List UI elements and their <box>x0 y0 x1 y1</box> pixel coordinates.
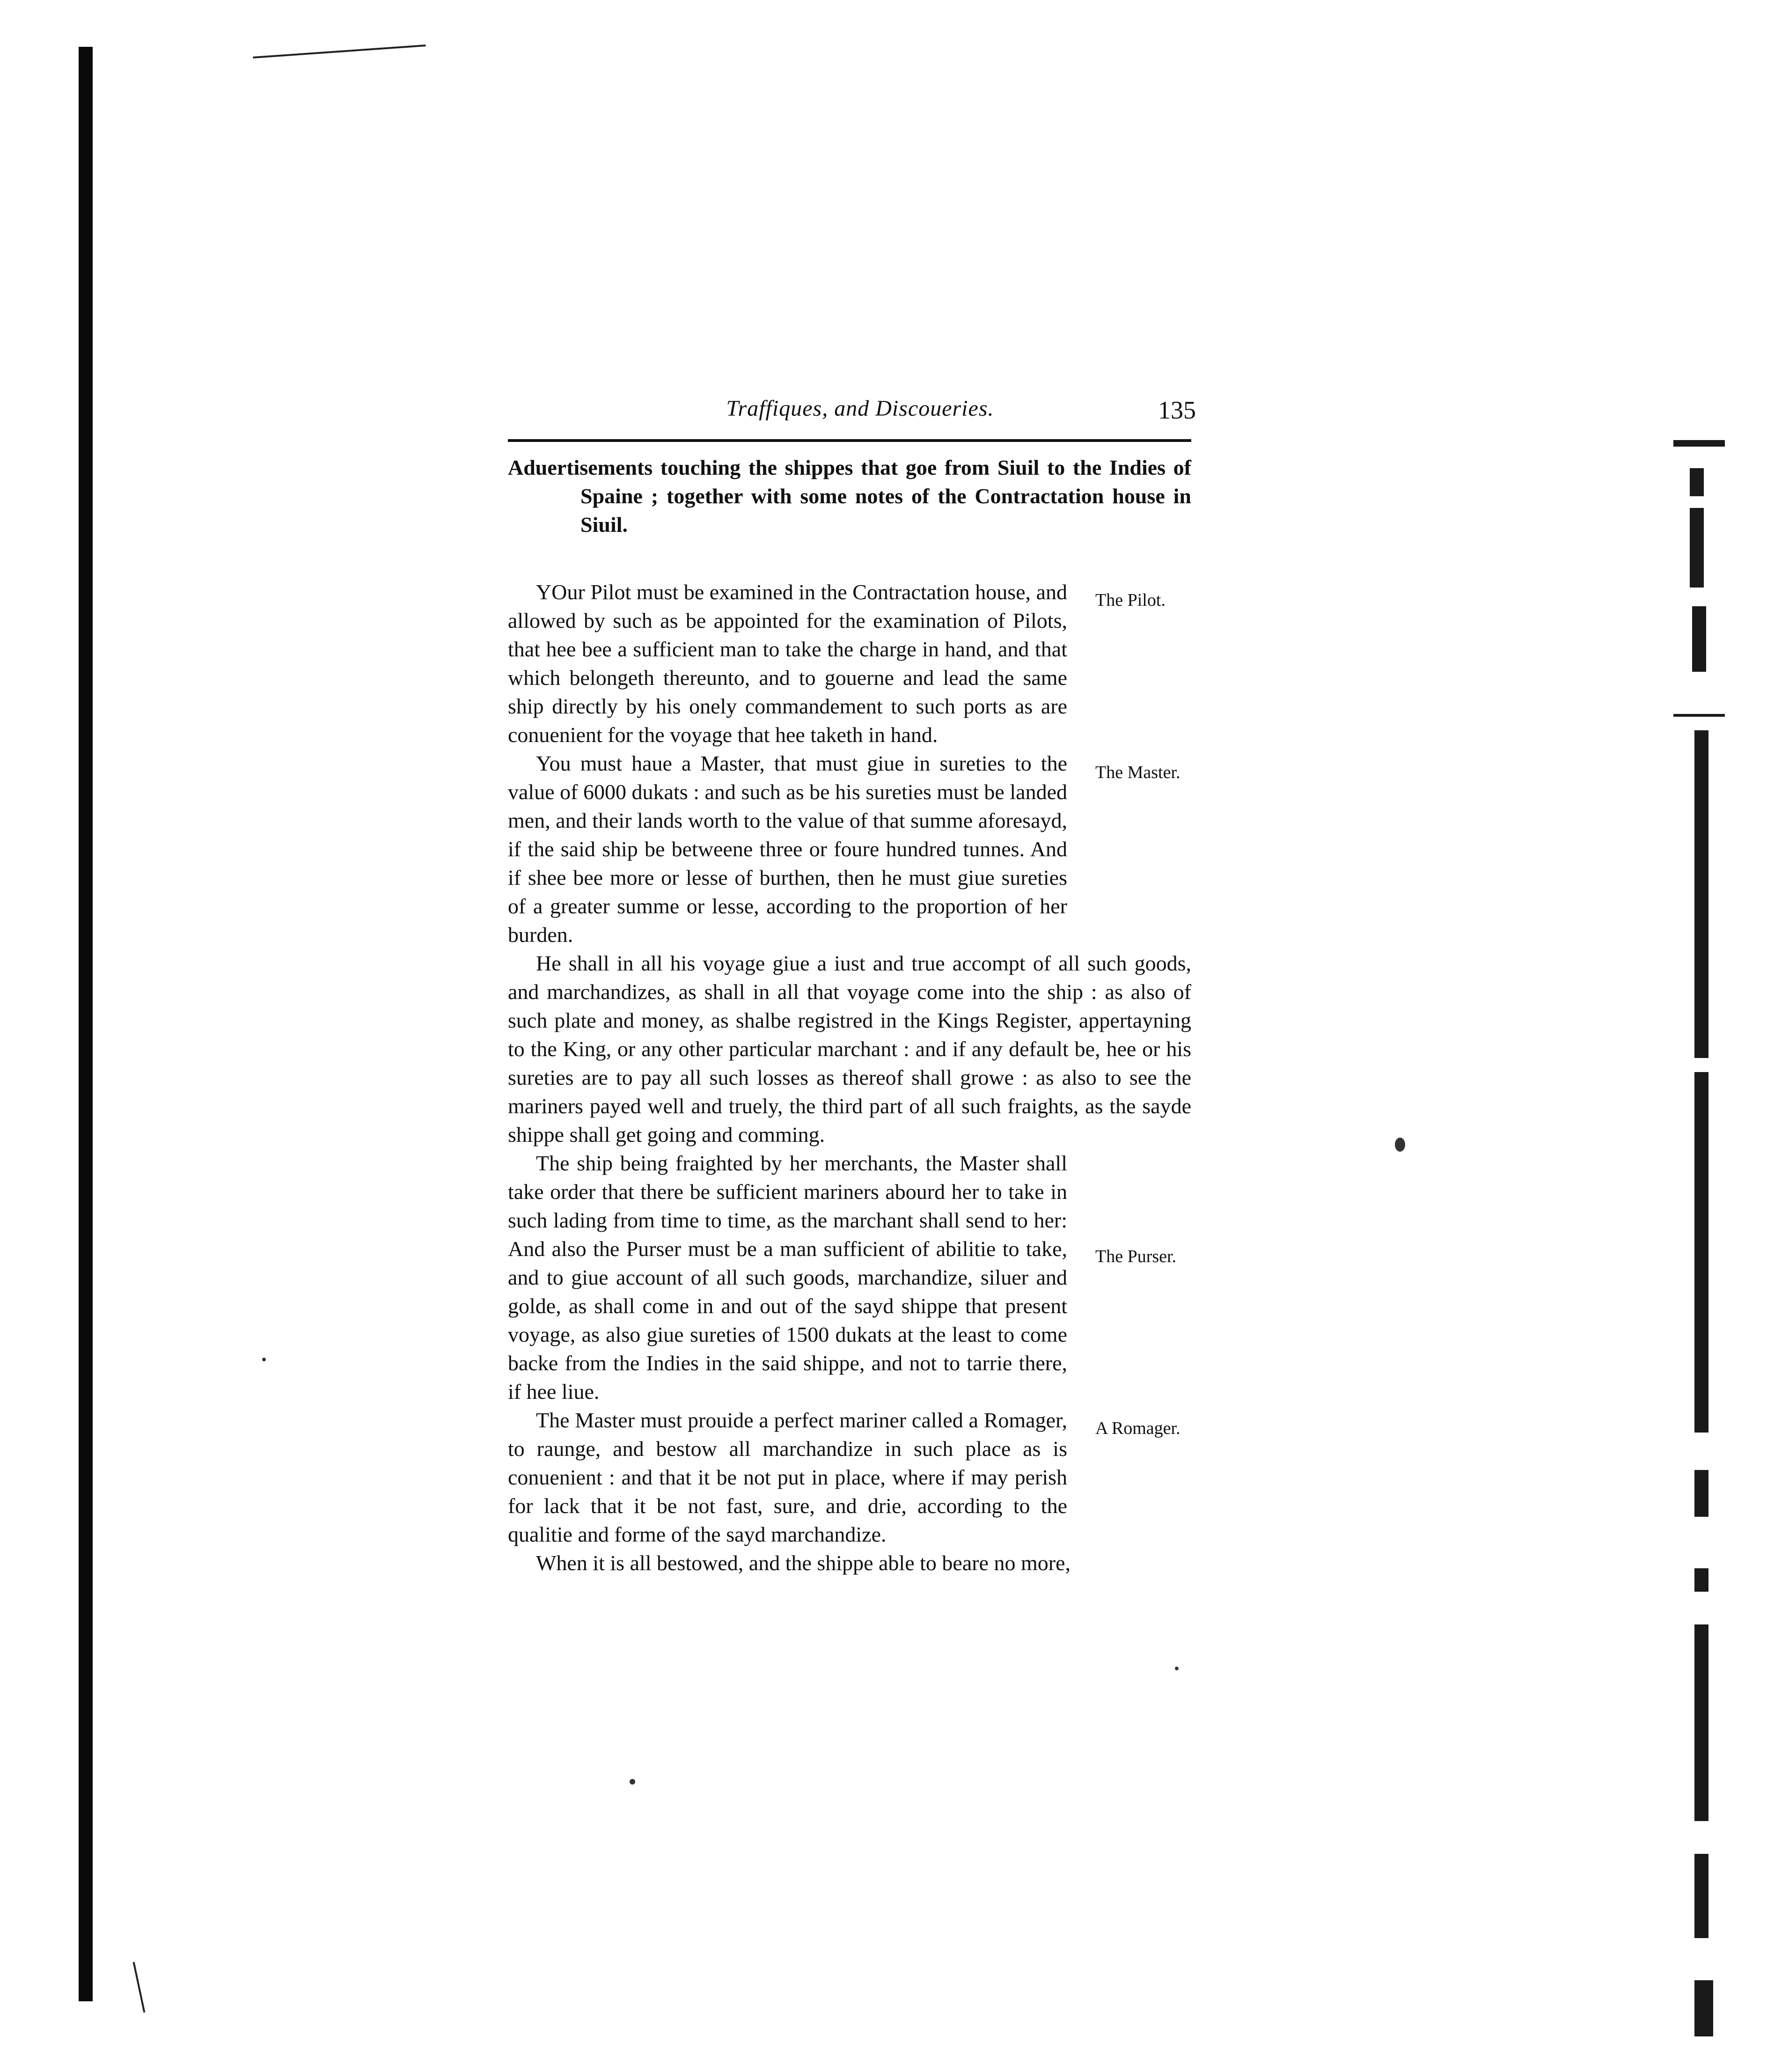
margin-note-romager: A Romager. <box>1095 1418 1180 1438</box>
binding-spine-shadow <box>79 47 93 2001</box>
paragraph-text: You must haue a Master, that must giue in sureties to the value of 6000 dukats : and such as be his sureties must be landed men, and their lands worth to the value of that summe aforesayd, if the said ship be betweene three or foure hundred tunnes. And if shee bee more or lesse of burthen, then he must giue sureties of a greater summe or lesse, according to the proportion of her burden. <box>508 751 1067 947</box>
margin-note-purser: The Purser. <box>1095 1247 1177 1266</box>
running-head <box>508 396 1212 433</box>
paragraph-pilot <box>508 578 1191 749</box>
ink-speck <box>1395 1138 1405 1152</box>
paragraph-purser <box>508 1149 1191 1406</box>
scan-stroke <box>253 44 425 59</box>
paragraph-text: He shall in all his voyage giue a iust and true accompt of all such goods, and marchandizes, as shall in all that voyage come into the ship : as also of such plate and money, as shalbe registred in the Kings Register, appertayning to the King, or any other particular marchant : and if any default be, hee or his sureties are to pay all such losses as thereof shall growe : as also to see the mariners payed well and truely, the third part of all such fraights, as the sayde shippe shall get going and comming. <box>508 951 1191 1146</box>
paragraph-bestowed <box>508 1549 1191 1577</box>
scan-stroke <box>133 1962 146 2013</box>
paragraph-text: The ship being fraighted by her merchants, the Master shall take order that there be sufficient mariners abourd her to take in such lading from time to time, as the marchant shall send to her: And also the Purser must be a man sufficient of abilitie to take, and to giue account of all such goods, marchandize, siluer and golde, as shall come in and out of the sayd shippe that present voyage, as also giue sureties of 1500 dukats at the least to come backe from the Indies in the said shippe, and not to tarrie there, if hee liue. <box>508 1151 1067 1403</box>
paragraph-master <box>508 749 1191 949</box>
page-number: 135 <box>1158 396 1196 424</box>
page-body <box>508 453 1191 1577</box>
paragraph-text: The Master must prouide a perfect mariner called a Romager, to raunge, and bestow all marchandize in such place as is conuenient : and that it be not put in place, where if may perish for lack that it be not fast, sure, and drie, according to the qualitie and forme of the sayd marchandize. <box>508 1408 1067 1546</box>
margin-note-master: The Master. <box>1095 763 1180 782</box>
running-title: Traffiques, and Discoueries. <box>726 396 994 421</box>
paragraph-romager <box>508 1406 1191 1549</box>
ink-speck <box>630 1779 635 1785</box>
margin-note-pilot: The Pilot. <box>1095 590 1166 610</box>
paragraph-text: YOur Pilot must be examined in the Contractation house, and allowed by such as be appointed for the examination of Pilots, that hee bee a sufficient man to take the charge in hand, and that which belongeth thereunto, and to gouerne and lead the same ship directly by his onely commandement to such ports as are conuenient for the voyage that hee taketh in hand. <box>508 580 1067 747</box>
paragraph-text: When it is all bestowed, and the shippe able to beare no more, <box>536 1551 1070 1575</box>
page-edge-noise <box>1673 0 1767 2072</box>
section-heading: Aduertisements touching the shippes that goe from Siuil to the Indies of Spaine ; together with some notes of the Contractation house in Siuil. <box>508 456 1191 536</box>
ink-speck <box>262 1358 266 1361</box>
header-rule <box>508 439 1191 442</box>
paragraph-accompt <box>508 949 1191 1149</box>
ink-speck <box>1175 1667 1179 1670</box>
